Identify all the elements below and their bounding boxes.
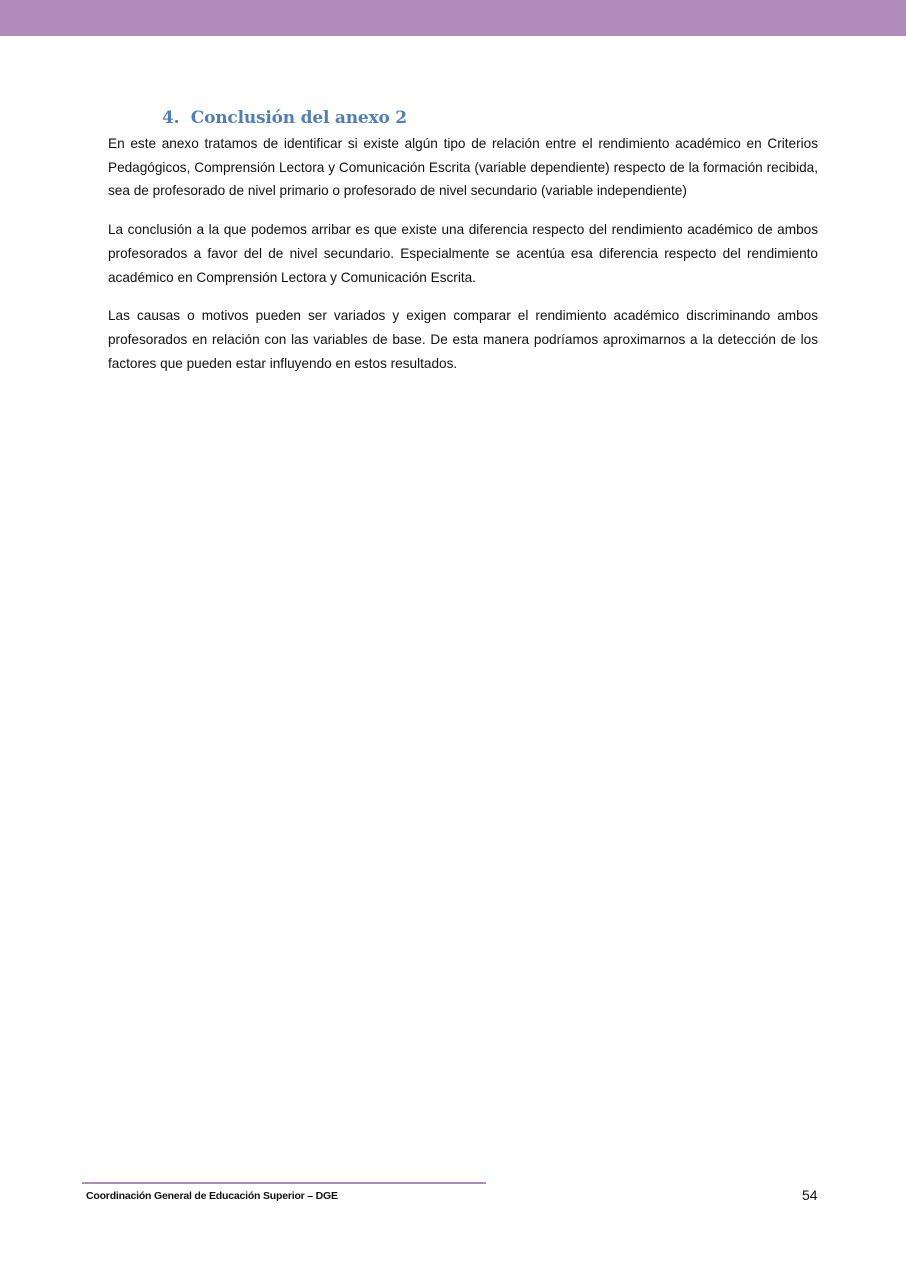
paragraph: Las causas o motivos pueden ser variados y exigen comparar el rendimiento académico discriminando ambos profesorados en relación con las variables de base. De esta manera podríamos aproximarnos a la detección de los factores que pueden estar influyendo en estos resultados.	[108, 308, 818, 371]
footer-divider	[82, 1182, 486, 1184]
page-number: 54	[802, 1187, 818, 1203]
heading-title: Conclusión del anexo 2	[190, 108, 407, 128]
header-bar	[0, 0, 906, 36]
section-heading	[162, 108, 407, 128]
heading-number: 4.	[162, 108, 180, 128]
paragraph: La conclusión a la que podemos arribar es que existe una diferencia respecto del rendimiento académico de ambos profesorados a favor del de nivel secundario. Especialmente se acentúa esa diferencia respecto del rendimiento académico en Comprensión Lectora y Comunicación Escrita.	[108, 222, 818, 285]
paragraph: En este anexo tratamos de identificar si existe algún tipo de relación entre el rendimiento académico en Criterios Pedagógicos, Comprensión Lectora y Comunicación Escrita (variable dependiente) respecto de la formación recibida, sea de profesorado de nivel primario o profesorado de nivel secundario (variable independiente)	[108, 136, 818, 199]
footer-text: Coordinación General de Educación Superior – DGE	[86, 1190, 338, 1202]
body-text	[108, 132, 818, 390]
